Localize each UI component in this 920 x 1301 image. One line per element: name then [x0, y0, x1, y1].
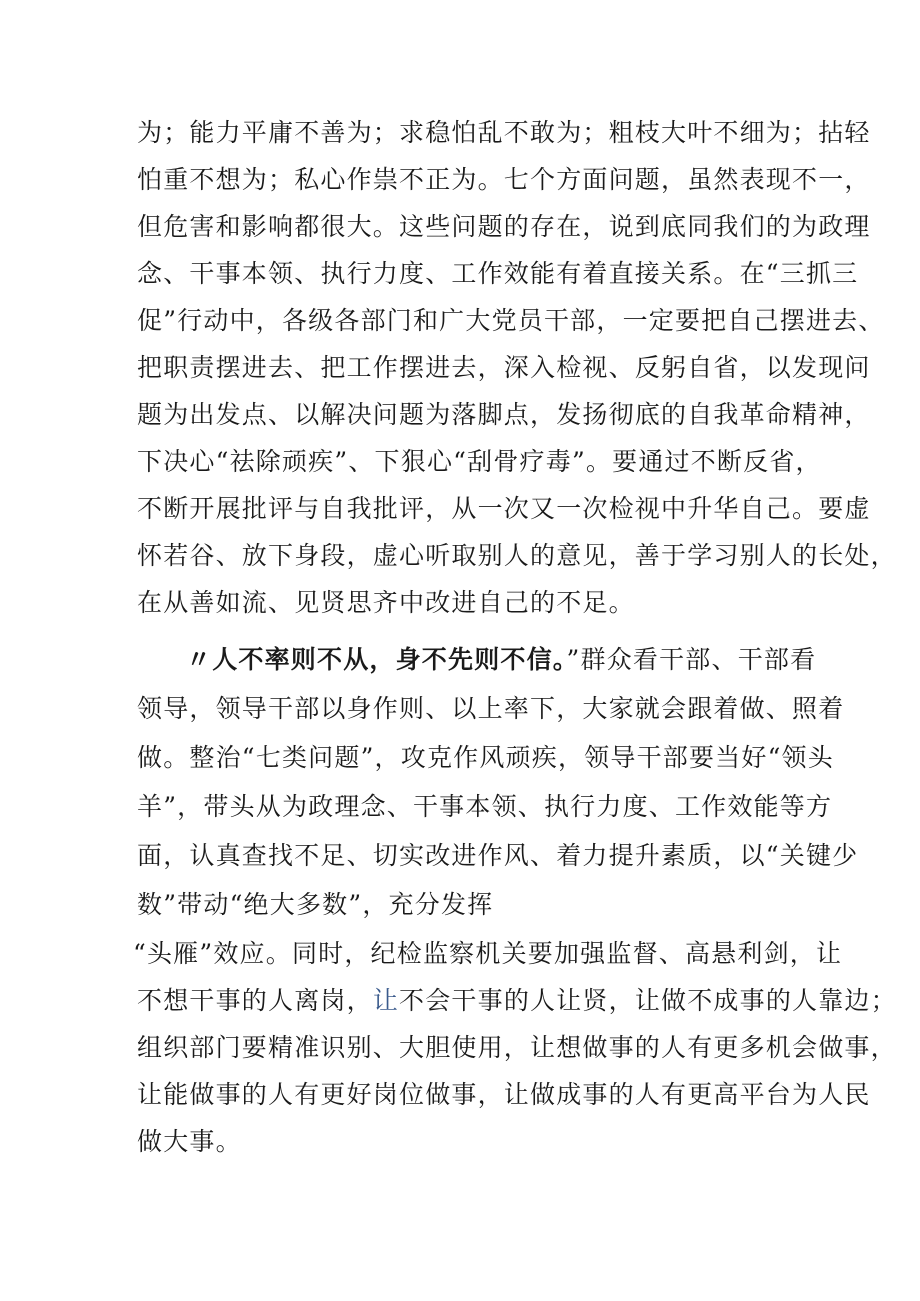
paragraph-1-line-6: 把职责摆进去、把工作摆进去，深入检视、反躬自省，以发现问	[137, 353, 871, 382]
paragraph-2-line-8-post: 不会干事的人让贤，让做不成事的人靠边；	[399, 986, 897, 1015]
paragraph-1-line-10: 怀若谷、放下身段，虚心听取别人的意见，善于学习别人的长处，	[137, 541, 897, 570]
paragraph-1-line-8: 下决心“祛除顽疾”、下狠心“刮骨疗毒”。要通过不断反省，	[137, 447, 822, 476]
paragraph-1-line-9: 不断开展批评与自我批评，从一次又一次检视中升华自己。要虚	[137, 494, 871, 523]
paragraph-1-line-11: 在从善如流、见贤思齐中改进自己的不足。	[137, 588, 635, 617]
paragraph-2-line-8-pre: 不想干事的人离岗，	[137, 986, 373, 1015]
paragraph-2-line-9: 组织部门要精准识别、大胆使用，让想做事的人有更多机会做事，	[137, 1033, 897, 1062]
paragraph-1-line-3: 但危害和影响都很大。这些问题的存在，说到底同我们的为政理	[137, 212, 871, 241]
paragraph-1-line-7: 题为出发点、以解决问题为落脚点，发扬彻底的自我革命精神，	[137, 400, 871, 429]
paragraph-1-line-4: 念、干事本领、执行力度、工作效能有着直接关系。在“三抓三	[137, 259, 859, 288]
paragraph-2-line-8	[137, 986, 897, 1016]
paragraph-2-line-5: 面，认真查找不足、切实改进作风、着力提升素质，以“关键少	[137, 841, 859, 870]
paragraph-2-first-line	[186, 645, 816, 675]
paragraph-2-line-2: 领导，领导干部以身作则、以上率下，大家就会跟着做、照着	[137, 694, 845, 723]
paragraph-1-line-2: 怕重不想为；私心作祟不正为。七个方面问题，虽然表现不一，	[137, 165, 871, 194]
paragraph-2-first-line-rest: ”群众看干部、干部看	[566, 645, 817, 674]
paragraph-1-line-1: 为；能力平庸不善为；求稳怕乱不敢为；粗枝大叶不细为；拈轻	[137, 118, 871, 147]
paragraph-2-line-6: 数”带动“绝大多数”，充分发挥	[137, 890, 494, 919]
paragraph-2-highlight-word: 让	[372, 986, 400, 1015]
paragraph-2-line-7: “头雁”效应。同时，纪检监察机关要加强监督、高悬利剑，让	[133, 939, 843, 968]
paragraph-2-quote: 〃人不率则不从，身不先则不信。	[186, 645, 567, 674]
paragraph-2-line-3: 做。整治“七类问题”，攻克作风顽疾，领导干部要当好“领头	[137, 743, 834, 772]
paragraph-2-line-4: 羊”，带头从为政理念、干事本领、执行力度、工作效能等方	[137, 792, 833, 821]
paragraph-1-line-5: 促”行动中，各级各部门和广大党员干部，一定要把自己摆进去、	[137, 306, 885, 335]
paragraph-2-line-10: 让能做事的人有更好岗位做事，让做成事的人有更高平台为人民	[137, 1080, 871, 1109]
paragraph-2-line-11: 做大事。	[137, 1127, 242, 1156]
